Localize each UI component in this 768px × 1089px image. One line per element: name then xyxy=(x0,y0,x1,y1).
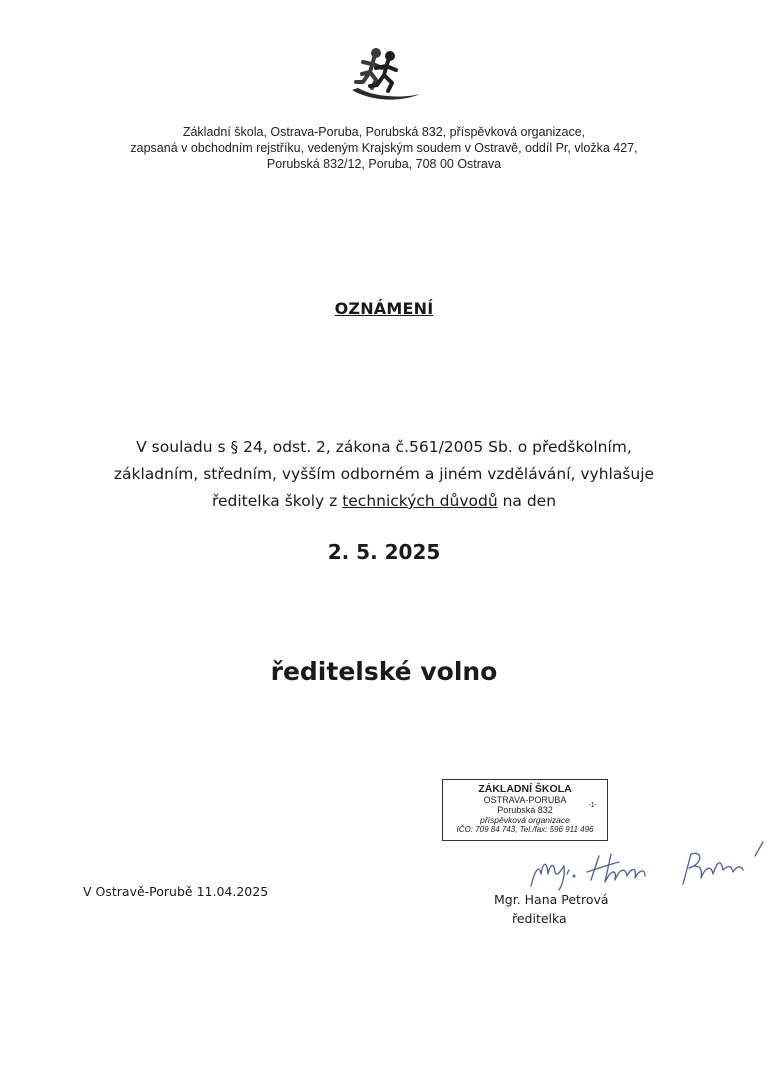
header-line-2: zapsaná v obchodním rejstříku, vedeným Krajským soudem v Ostravě, oddíl Pr, vložka 427, xyxy=(130,141,638,155)
stamp-line-2: OSTRAVA-PORUBA xyxy=(483,795,567,805)
announcement-headline: ředitelské volno xyxy=(270,657,498,686)
stamp-line-1: ZÁKLADNÍ ŠKOLA xyxy=(478,783,572,795)
stamp-number: -1- xyxy=(588,802,597,809)
body-line-1: V souladu s § 24, odst. 2, zákona č.561/2005 Sb. o předškolním, xyxy=(136,438,632,456)
announcement-body xyxy=(0,434,768,515)
signer-block xyxy=(494,890,609,928)
body-line-3 xyxy=(0,488,768,515)
signer-role: ředitelka xyxy=(512,911,567,926)
place-and-date: V Ostravě-Porubě 11.04.2025 xyxy=(83,884,269,899)
header-line-3: Porubská 832/12, Poruba, 708 00 Ostrava xyxy=(266,157,502,171)
body-line-2: základním, středním, vyšším odborném a jiném vzdělávání, vyhlašuje xyxy=(113,465,655,483)
stamp-line-3: Porubská 832 xyxy=(497,805,553,815)
school-header xyxy=(0,124,768,172)
holiday-date: 2. 5. 2025 xyxy=(327,540,441,564)
stamp-line-5: IČO: 709 84 743, Tel./fax: 596 911 496 xyxy=(456,825,594,834)
header-line-1: Základní škola, Ostrava-Poruba, Porubská 832, příspěvková organizace, xyxy=(182,125,586,139)
stamp-line-4: příspěvková organizace xyxy=(480,815,570,825)
running-children-logo xyxy=(346,44,422,106)
reason-text: technických důvodů xyxy=(342,492,498,510)
body-line-3-suffix: na den xyxy=(497,492,557,510)
document-title: OZNÁMENÍ xyxy=(334,299,434,318)
body-line-3-prefix: ředitelka školy z xyxy=(211,492,343,510)
signer-name: Mgr. Hana Petrová xyxy=(494,892,609,907)
school-stamp xyxy=(442,779,608,841)
